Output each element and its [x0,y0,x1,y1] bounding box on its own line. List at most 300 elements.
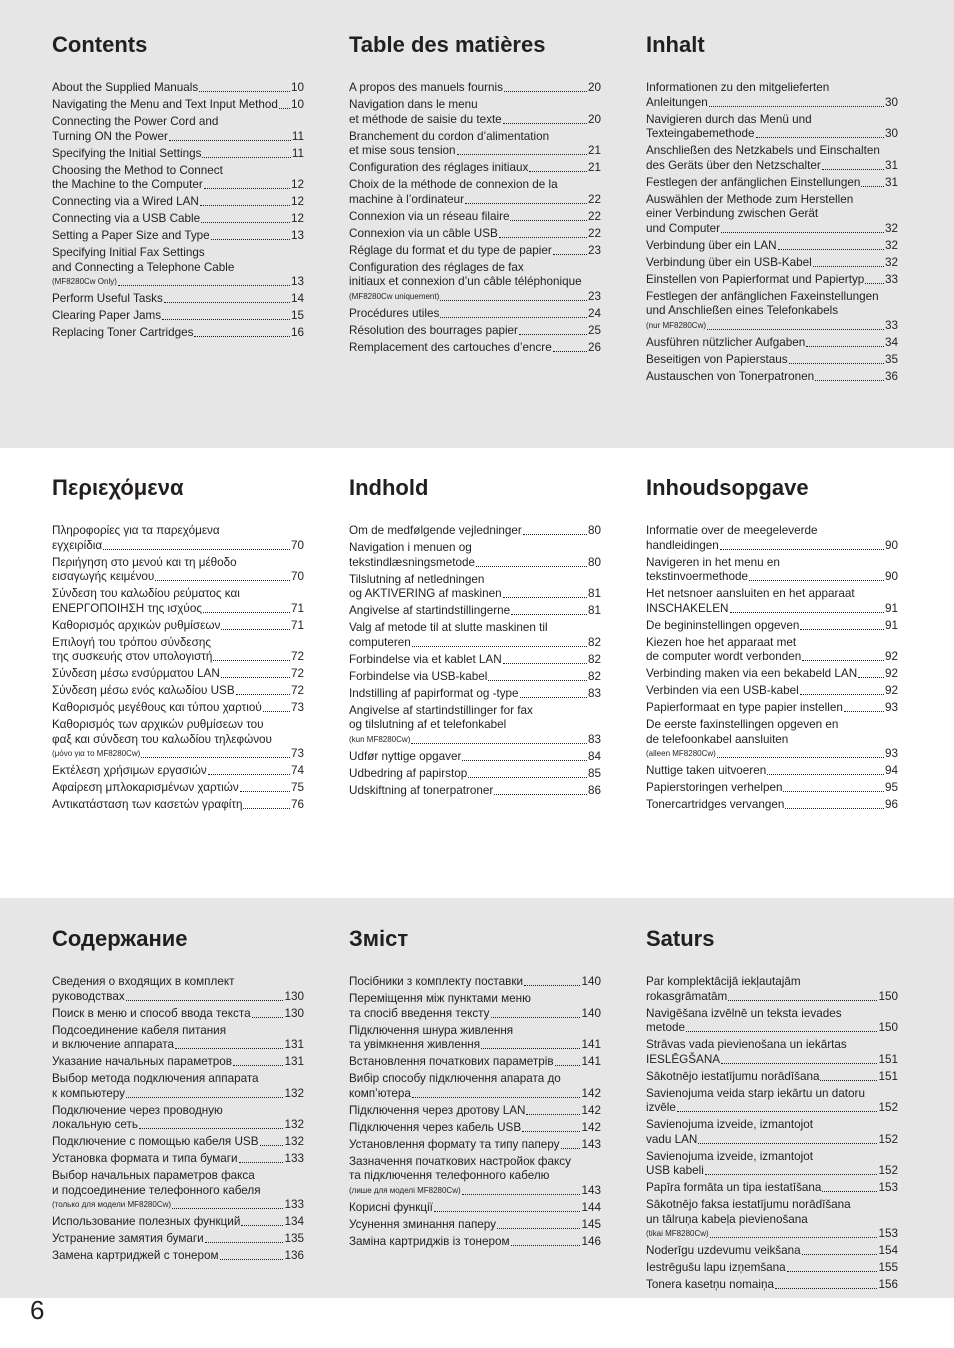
dot-leader [789,363,884,364]
toc-entry-line [349,604,601,619]
toc-entry-line [646,556,898,571]
toc-entry [52,212,304,227]
toc-entry-label: A propos des manuels fournis [349,81,503,94]
dot-leader [462,760,587,761]
toc-page-number: 72 [290,650,304,663]
toc-entry [52,1232,304,1247]
dot-leader [263,711,290,712]
toc-page-number: 15 [290,309,304,322]
dot-leader [858,677,884,678]
toc-entry-label: Verbindung über ein USB-Kabel [646,255,812,269]
toc-page-number: 92 [884,650,898,663]
dot-leader [491,1017,581,1018]
toc-page-number: 24 [587,306,601,320]
toc-entry [52,701,304,716]
toc-entry-label: и подсоединение телефонного кабеля [52,1183,261,1197]
toc-entry [349,621,601,650]
toc-entry [52,636,304,665]
toc-entry-line [349,341,601,356]
dot-leader [778,249,884,250]
toc-entry [646,619,898,634]
toc-entry [52,781,304,796]
dot-leader [411,743,587,744]
toc-entry [349,1138,601,1153]
toc-entry-label: Angivelse af startindstillinger for fax [349,703,533,717]
toc-entry-label: Navigeren in het menu en [646,555,780,569]
dot-leader [201,222,290,223]
toc-entry-line [52,1249,304,1264]
toc-entry-line [646,1244,898,1259]
section-title: Περιεχόμενα [52,475,184,500]
toc-entry-label: Het netsnoer aansluiten en het apparaat [646,587,855,600]
toc-entry-label: Noderīgu uzdevumu veikšana [646,1244,801,1257]
toc-entry [349,1235,601,1250]
dot-leader [155,580,290,581]
toc-entry-line [646,718,898,733]
toc-entry-line [646,239,898,254]
toc-entry-line [646,370,898,385]
toc-entry-line [52,1152,304,1167]
toc-section-ru [52,927,304,1266]
toc-entry-label: Підключення через дротову LAN [349,1103,526,1117]
toc-page-number: 32 [884,255,898,269]
toc-entry-label: Connexion via un câble USB [349,226,498,240]
toc-entry-line [349,767,601,782]
dot-leader [822,169,884,170]
dot-leader [208,774,290,775]
toc-entry [52,164,304,193]
toc-section-fr [349,33,601,358]
toc-entry-line [349,193,601,208]
dot-leader [561,1148,581,1149]
toc-entry-line [349,307,601,322]
toc-page-number: 26 [587,340,601,354]
toc-entry-line [52,275,304,290]
toc-entry [646,798,898,813]
toc-entry-label: к компьютеру [52,1086,126,1100]
toc-page-number: 82 [587,652,601,666]
toc-page-number: 82 [587,669,601,683]
toc-page-number: 10 [290,98,304,111]
toc-page-number: 80 [587,555,601,569]
toc-list [52,975,304,1264]
toc-page-number: 151 [878,1052,898,1066]
dot-leader [240,791,290,792]
toc-entry-label: Σύνδεση μέσω ενός καλωδίου USB [52,684,235,697]
dot-leader [553,351,587,352]
toc-entry-line [646,319,898,334]
toc-page-number: 142 [581,1103,601,1117]
toc-entry [349,704,601,748]
toc-entry [52,292,304,307]
toc-entry-label: Выбор начальных параметров факса [52,1169,255,1182]
toc-entry-line [646,222,898,237]
toc-entry-label: Valg af metode til at slutte maskinen til [349,621,548,634]
toc-page-number: 155 [878,1261,898,1274]
toc-entry-line [349,636,601,651]
toc-entry-label: Réglage du format et du type de papier [349,243,552,257]
toc-entry-label: Udskiftning af tonerpatroner [349,783,494,797]
toc-entry-line [349,227,601,242]
toc-entry-label: Επιλογή του τρόπου σύνδεσης [52,635,211,649]
toc-entry-label: vadu LAN [646,1132,698,1146]
toc-page-number: 131 [284,1055,304,1068]
toc-entry-note: (MF8280Cw Only) [52,277,117,286]
dot-leader [686,1031,878,1032]
toc-entry-label: Verbindung über ein LAN [646,238,777,252]
toc-entry [52,1024,304,1053]
toc-entry-line [52,975,304,990]
toc-entry-label: Einstellen von Papierformat und Papiertyp [646,272,865,286]
dot-leader [553,254,587,255]
dot-leader [205,1242,284,1243]
toc-page-number: 93 [884,701,898,714]
toc-entry-label: und Anschließen eines Telefonkabels [646,304,839,317]
toc-entry [349,767,601,782]
toc-entry-note: (alleen MF8280Cw) [646,749,716,758]
dot-leader [511,1245,581,1246]
dot-leader [221,629,290,630]
dot-leader [707,329,884,330]
toc-entry-line [52,764,304,779]
toc-entry-line [52,98,304,113]
dot-leader [199,91,290,92]
toc-entry-line [646,193,898,208]
toc-entry-line [646,336,898,351]
toc-entry-label: Αφαίρεση μπλοκαρισμένων χαρτιών [52,781,239,794]
toc-entry-line [52,587,304,602]
toc-entry [349,1072,601,1101]
toc-page-number: 152 [878,1164,898,1177]
toc-entry-line [646,798,898,813]
toc-entry-line [52,1135,304,1150]
dot-leader [721,232,884,233]
toc-page-number: 132 [284,1118,304,1131]
toc-entry [646,764,898,779]
dot-leader [203,612,290,613]
toc-entry [52,975,304,1004]
toc-entry-label: Использование полезных функций [52,1215,241,1228]
toc-entry-line [52,164,304,179]
toc-page-number: 10 [290,81,304,94]
toc-entry [349,992,601,1021]
toc-page-number: 73 [290,701,304,714]
dot-leader [523,534,587,535]
toc-entry-line [646,81,898,96]
toc-entry [349,324,601,339]
toc-list [646,524,898,813]
dot-leader [820,1080,877,1081]
dot-leader [200,205,290,206]
toc-entry-label: комп’ютера [349,1086,411,1100]
dot-leader [720,549,884,550]
toc-entry-line [646,990,898,1005]
toc-entry-line [646,256,898,271]
dot-leader [717,757,884,758]
toc-entry-label: Εκτέλεση χρήσιμων εργασιών [52,764,207,777]
toc-entry-line [52,229,304,244]
toc-entry-label: Замена картриджей с тонером [52,1249,219,1262]
toc-page-number: 84 [587,749,601,763]
toc-entry-line [646,1213,898,1228]
dot-leader [103,549,290,550]
toc-list [349,81,601,355]
toc-entry-label: INSCHAKELEN [646,601,729,615]
toc-entry-note: (kun MF8280Cw) [349,734,411,744]
toc-entry-label: Встановлення початкових параметрів [349,1055,554,1068]
toc-entry-line [646,127,898,142]
dot-leader [213,660,290,661]
toc-entry-label: und Computer [646,221,721,235]
toc-entry-label: Anleitungen [646,95,708,109]
dot-leader [710,1237,878,1238]
toc-entry [646,1070,898,1085]
dot-leader [698,1143,877,1144]
toc-entry-label: Informationen zu den mitgelieferten [646,81,830,94]
toc-entry-line [52,292,304,307]
toc-page-number: 34 [884,335,898,349]
toc-page-number: 140 [581,975,601,988]
toc-entry-line [52,798,304,813]
toc-entry [52,667,304,682]
dot-leader [194,336,290,337]
toc-entry [646,1261,898,1276]
toc-entry-line [646,650,898,665]
dot-leader [202,157,290,158]
toc-entry-label: Подключение с помощью кабеля USB [52,1135,259,1148]
toc-entry [349,784,601,799]
toc-entry [646,781,898,796]
toc-section-de [646,33,898,387]
toc-entry [349,670,601,685]
toc-entry-line [349,1218,601,1233]
toc-entry-label: ΕΝΕΡΓΟΠΟΙΗΣΗ της ισχύος [52,601,202,615]
toc-entry-note: (μόνο για το MF8280Cw) [52,749,141,758]
toc-page-number: 33 [884,272,898,286]
toc-entry [349,161,601,176]
toc-page-number: 72 [290,667,304,680]
toc-page-number: 11 [291,129,304,143]
dot-leader [118,285,290,286]
toc-page-number: 133 [284,1198,304,1211]
toc-entry-line [52,570,304,585]
toc-section-uk [349,927,601,1252]
toc-page-number: 83 [587,732,601,746]
toc-page-number: 156 [878,1278,898,1291]
toc-entry [349,341,601,356]
toc-page-number: 31 [884,158,898,172]
toc-entry-line [349,98,601,113]
toc-entry-label: et mise sous tension [349,144,456,157]
toc-entry-label: Savienojuma izveide, izmantojot [646,1149,813,1163]
toc-entry-line [349,704,601,719]
toc-entry-line [646,747,898,762]
toc-page-number: 72 [290,684,304,697]
toc-entry-label: Setting a Paper Size and Type [52,229,210,242]
toc-page-number: 95 [884,781,898,794]
toc-page-number: 150 [878,989,898,1003]
toc-entry-line [646,144,898,159]
toc-entry-line [646,1164,898,1179]
section-title: Saturs [646,926,715,951]
toc-entry-line [349,718,601,733]
dot-leader [721,1063,877,1064]
toc-entry-line [349,244,601,259]
dot-leader [412,1097,581,1098]
toc-entry-label: Texteingabemethode [646,127,755,140]
dot-leader [522,1131,580,1132]
toc-entry [349,1218,601,1233]
toc-entry-label: φαξ και σύνδεση του καλωδίου τηλεφώνου [52,732,272,746]
toc-entry-label: Udfør nyttige opgaver [349,749,462,763]
toc-page-number: 151 [878,1069,898,1083]
toc-entry-label: metode [646,1021,685,1034]
toc-entry-line [646,602,898,617]
toc-entry [646,1244,898,1259]
toc-entry [646,587,898,616]
toc-entry-label: Πληροφορίες για τα παρεχόμενα [52,524,220,537]
toc-entry-line [349,524,601,539]
dot-leader [233,1065,284,1066]
toc-page-number: 81 [587,587,601,600]
toc-entry-label: Austauschen von Tonerpatronen [646,369,815,383]
toc-page-number: 73 [290,747,304,760]
dot-leader [861,186,884,187]
section-title: Inhalt [646,32,705,57]
toc-entry-label: izvēle [646,1101,676,1114]
toc-entry-line [52,195,304,210]
toc-entry-line [349,587,601,602]
toc-entry-line [52,619,304,634]
toc-entry [349,244,601,259]
toc-entry [349,1201,601,1216]
dot-leader [844,711,884,712]
toc-page-number: 96 [884,798,898,811]
toc-entry-line [646,290,898,305]
toc-entry-line [349,324,601,339]
toc-page-number: 75 [290,781,304,794]
toc-entry-line [52,1215,304,1230]
toc-entry [349,541,601,570]
toc-entry-line [646,701,898,716]
toc-entry-label: Connexion via un réseau filaire [349,209,510,223]
toc-entry-label: и включение аппарата [52,1038,174,1051]
dot-leader [252,1017,284,1018]
toc-entry-line [52,684,304,699]
toc-entry-label: Clearing Paper Jams [52,309,162,322]
toc-entry-label: machine à l’ordinateur [349,192,464,206]
toc-entry-label: Установка формата и типа бумаги [52,1152,238,1165]
toc-entry-label: Specifying Initial Fax Settings [52,246,205,259]
toc-entry [52,798,304,813]
toc-entry [52,1215,304,1230]
toc-entry [646,1118,898,1147]
dot-leader [520,697,587,698]
toc-entry-label: руководствах [52,989,125,1003]
toc-entry-label: computeren [349,635,411,649]
toc-entry [646,370,898,385]
toc-entry-line [349,733,601,748]
toc-entry-line [349,1138,601,1153]
toc-entry-label: εισαγωγής κειμένου [52,570,155,583]
toc-entry [646,1038,898,1067]
toc-page-number: 144 [581,1200,601,1214]
toc-entry [349,1024,601,1053]
dot-leader [468,777,587,778]
toc-entry [646,256,898,271]
dot-leader [756,137,884,138]
toc-entry-label: Ausführen nützlicher Aufgaben [646,335,806,349]
dot-leader [783,791,884,792]
dot-leader [236,694,290,695]
toc-entry-line [646,1101,898,1116]
toc-page-number: 20 [587,81,601,94]
dot-leader [221,677,290,678]
dot-leader [511,614,587,615]
toc-entry [52,619,304,634]
toc-entry [52,1135,304,1150]
toc-entry-label: Nuttige taken uitvoeren [646,764,767,777]
dot-leader [241,1225,283,1226]
toc-entry-line [349,113,601,128]
toc-page-number: 130 [284,989,304,1003]
toc-entry-line [349,992,601,1007]
toc-entry [646,113,898,142]
toc-entry [52,1104,304,1133]
toc-entry-label: og tilslutning af et telefonkabel [349,718,507,731]
toc-page-number: 86 [587,783,601,797]
toc-entry-label: Forbindelse via USB-kabel [349,669,488,683]
toc-page-number: 80 [587,524,601,537]
toc-entry [349,975,601,990]
dot-leader [462,1194,581,1195]
toc-entry-label: des Geräts über den Netzschalter [646,158,821,172]
toc-page-number: 70 [290,538,304,552]
toc-entry [349,178,601,207]
toc-entry-label: Καθορισμός μεγέθους και τύπου χαρτιού [52,701,262,714]
toc-page-number: 70 [290,570,304,583]
toc-page-number: 92 [884,684,898,697]
dot-leader [787,1271,878,1272]
dot-leader [220,1259,284,1260]
toc-entry-line [349,1072,601,1087]
toc-entry [349,687,601,702]
toc-entry-label: tekstinvoermethode [646,570,748,583]
toc-entry-label: Connecting via a Wired LAN [52,195,199,208]
toc-entry-label: handleidingen [646,538,719,552]
toc-entry-label: IESLĒGŠANA [646,1052,721,1066]
dot-leader [806,346,884,347]
toc-entry [646,193,898,237]
dot-leader [503,663,587,664]
toc-entry [646,1181,898,1196]
toc-entry [349,98,601,127]
toc-page-number: 71 [290,601,304,615]
toc-entry-label: un tālruņa kabeļa pievienošana [646,1212,808,1226]
toc-entry [52,1249,304,1264]
toc-page-number: 91 [884,601,898,615]
toc-entry-line [646,636,898,651]
dot-leader [434,1211,581,1212]
toc-entry [349,130,601,159]
toc-entry [349,604,601,619]
toc-entry [646,144,898,173]
toc-entry-label: Вибір способу підключення апарата до [349,1072,561,1085]
toc-entry-line [349,1235,601,1250]
toc-page-number: 94 [884,764,898,777]
toc-entry [646,239,898,254]
toc-entry [646,336,898,351]
